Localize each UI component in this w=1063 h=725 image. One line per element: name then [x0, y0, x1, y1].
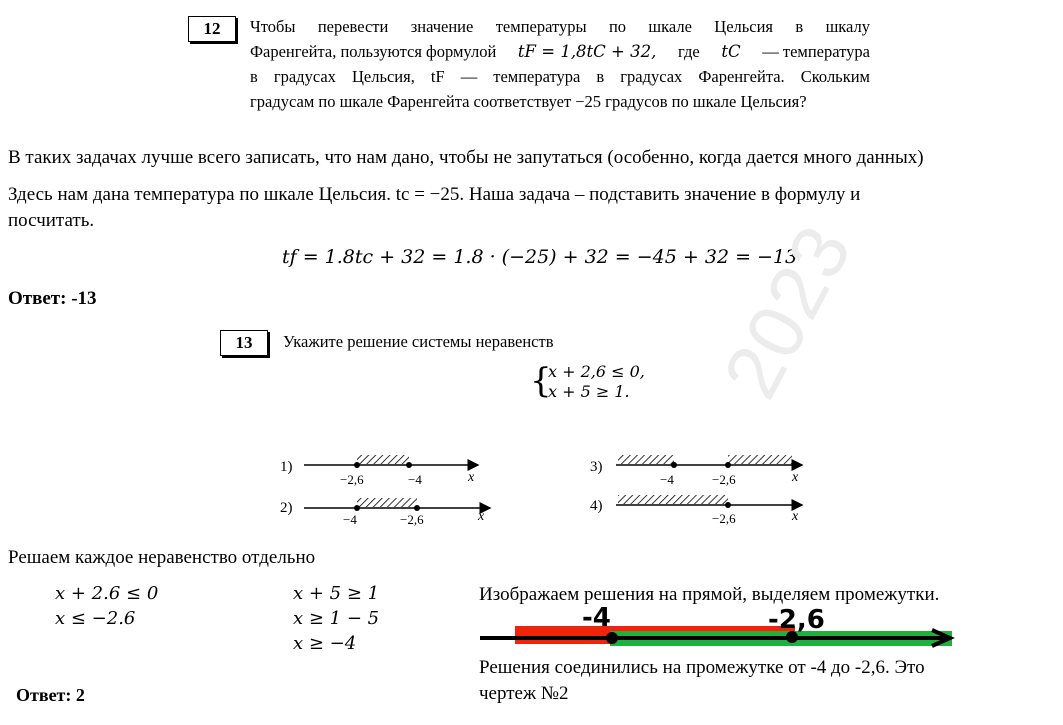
option-3-axis: x	[792, 470, 799, 485]
task-13-number-box: 13	[220, 330, 268, 356]
option-1-axis: x	[468, 470, 475, 485]
task-12-line-2: Фаренгейта, пользуются формулой tF = 1,8tC + 32, где tC — температура	[250, 39, 870, 64]
option-3-left-tick: −4	[660, 472, 674, 487]
option-4[interactable]	[590, 495, 802, 526]
option-1-label: 1)	[280, 459, 293, 475]
hand-label-minus-2-6: -2,6	[768, 605, 825, 635]
option-4-right-tick: −2,6	[712, 511, 736, 526]
inequality-col-1: x + 2.6 ≤ 0 x ≤ −2.6	[55, 583, 159, 629]
option-1-left-tick: −2,6	[340, 472, 364, 487]
option-1-right-tick: −4	[408, 472, 422, 487]
solution-13-conclusion: Решения соединились на промежутке от -4 до -2,6. Это чертеж №2	[479, 657, 925, 704]
option-2[interactable]	[280, 498, 490, 527]
option-2-right-tick: −2,6	[400, 512, 424, 527]
solution-12-paragraph-1: В таких задачах лучше всего записать, что нам дано, чтобы не запутаться (особенно, когда дается много данных)	[8, 147, 924, 168]
task-12-line-1: Чтобы перевести значение температуры по шкале Цельсия в шкалу	[250, 17, 870, 36]
option-3-label: 3)	[590, 459, 603, 475]
answer-13: Ответ: 2	[16, 685, 85, 705]
inequality-system: { x + 2,6 ≤ 0, x + 5 ≥ 1.	[530, 361, 645, 401]
option-3[interactable]	[590, 455, 802, 487]
draw-caption: Изображаем решения на прямой, выделяем промежутки.	[479, 584, 940, 605]
solution-12-formula: tf = 1.8tc + 32 = 1.8 · (−25) + 32 = −45 + 32 = −13	[282, 246, 798, 268]
hand-label-minus-4: -4	[582, 603, 611, 633]
solution-12-paragraph-2: Здесь нам дана температура по шкале Цельсия. tc = −25. Наша задача – подставить значение в формулу и посчитать.	[8, 184, 861, 231]
watermark: 2023	[705, 210, 869, 412]
task-12-text	[250, 14, 870, 114]
task-12-line-3: в градусах Цельсия, tF — температура в градусах Фаренгейта. Скольким	[250, 67, 870, 86]
option-2-label: 2)	[280, 500, 293, 516]
option-2-left-tick: −4	[343, 512, 357, 527]
answer-12: Ответ: -13	[8, 288, 97, 309]
option-3-right-tick: −2,6	[712, 472, 736, 487]
answer-options-figure	[270, 440, 830, 530]
option-2-axis: x	[478, 509, 485, 524]
hand-drawn-number-line	[470, 600, 970, 660]
option-1[interactable]	[280, 455, 478, 487]
option-4-label: 4)	[590, 498, 603, 514]
option-4-axis: x	[792, 509, 799, 524]
fahrenheit-formula: tF = 1,8tC + 32,	[517, 42, 657, 61]
task-13-prompt: Укажите решение системы неравенств	[283, 332, 554, 351]
task-12-number-box: 12	[188, 16, 236, 42]
inequality-col-2: x + 5 ≥ 1 x ≥ 1 − 5 x ≥ −4	[293, 583, 380, 654]
task-12-line-4: градусам по шкале Фаренгейта соответствует −25 градусов по шкале Цельсия?	[250, 92, 807, 111]
solution-13-intro: Решаем каждое неравенство отдельно	[8, 547, 316, 568]
